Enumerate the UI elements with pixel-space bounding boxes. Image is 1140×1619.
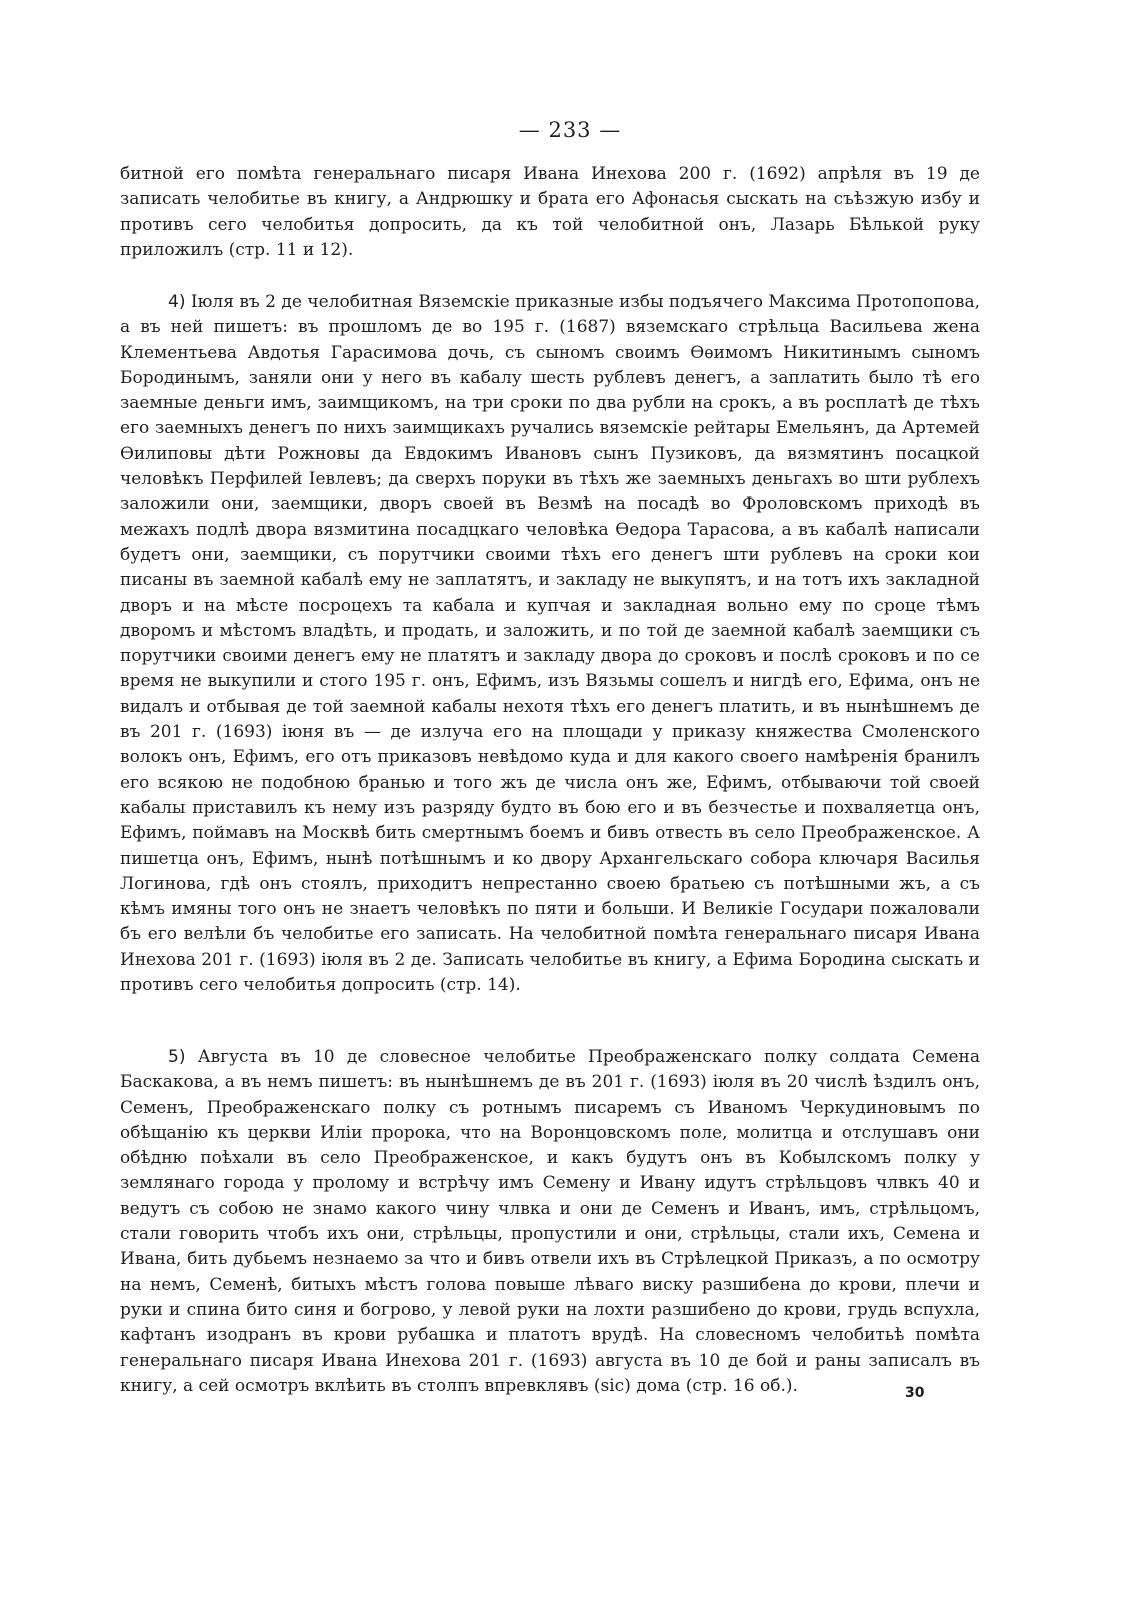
paragraph-continuation	[120, 162, 980, 263]
paragraph-text: Августа въ 10 де словесное челобитье Преображенскаго полку солдата Семена Баскакова, а въ немъ пишетъ: въ нынѣшнемъ де въ 201 г. (1693) іюля въ 20 числѣ ѣздилъ онъ, Семенъ, Преображенскаго полку съ ротнымъ писаремъ съ Иваномъ Черкудиновымъ по обѣщанію къ церкви Иліи пророка, что на Воронцовскомъ поле, молитца и отслушавъ они обѣдню поѣхали въ село Преображенское, и какъ будутъ онъ въ Кобылскомъ полку у землянаго города у пролому и встрѣчу имъ Семену и Ивану идутъ стрѣльцовъ члвкъ 40 и ведутъ съ собою не знамо какого чину члвка и они де Семенъ и Иванъ, имъ, стрѣльцомъ, стали говорить чтобъ ихъ они, стрѣльцы, пропустили и они, стрѣльцы, стали ихъ, Семена и Ивана, бить дубьемъ незнаемо за что и бивъ отвели ихъ въ Стрѣлецкой Приказъ, а по осмотру на немъ, Семенѣ, битыхъ мѣстъ голова повыше лѣваго виску разшибена до крови, плечи и руки и спина бито синя и богрово, у левой руки на лохти разшибено до крови, грудь вспухла, кафтанъ изодранъ въ крови рубашка и платотъ врудѣ. На словесномъ челобитьѣ помѣта генеральнаго писаря Ивана Инехова 201 г. (1693) августа въ 10 де бой и раны записалъ въ книгу, а сей осмотръ вклѣить въ столпъ впревклявъ (sic) дома (стр. 16 об.).	[120, 1047, 980, 1396]
entry-number: 4)	[168, 292, 186, 312]
paragraph-text: битной его помѣта генеральнаго писаря Ивана Инехова 200 г. (1692) апрѣля въ 19 де записать челобитье въ книгу, а Андрюшку и брата его Афонасья сыскать на съѣзжую избу и противъ сего челобитья допросить, да къ той челобитной онъ, Лазарь Бѣлькой руку приложилъ (стр. 11 и 12).	[120, 164, 980, 260]
paragraph-entry-4	[120, 290, 980, 998]
entry-number: 5)	[168, 1047, 186, 1067]
paragraph-entry-5	[120, 1045, 980, 1399]
paragraph-text: Іюля въ 2 де челобитная Вяземскіе приказные избы подъячего Максима Протопопова, а въ ней пишетъ: въ прошломъ де во 195 г. (1687) вяземскаго стрѣльца Васильева жена Клементьева Авдотья Гарасимова дочь, съ сыномъ своимъ Ѳѳимомъ Никитинымъ сыномъ Бородинымъ, заняли они у него въ кабалу шесть рублевъ денегъ, а заплатить было тѣ его заемные деньги имъ, заимщикомъ, на три сроки по два рубли на срокъ, а въ росплатѣ де тѣхъ его заемныхъ денегъ по нихъ заимщикахъ ручались вяземскіе рейтары Емельянъ, да Артемей Ѳилиповы дѣти Рожновы да Евдокимъ Ивановъ сынъ Пузиковъ, да вязмятинъ посацкой человѣкъ Перфилей Іевлевъ; да сверхъ поруки въ тѣхъ же заемныхъ деньгахъ во шти рублехъ заложили они, заемщики, дворъ своей въ Везмѣ на посадѣ во Фроловскомъ приходѣ въ межахъ подлѣ двора вязмитина посадцкаго человѣка Ѳедора Тарасова, а въ кабалѣ написали будетъ они, заемщики, съ порутчики своими тѣхъ его денегъ шти рублевъ на сроки кои писаны въ заемной кабалѣ ему не заплатятъ, и закладу не выкупятъ, и на тотъ ихъ закладной дворъ и на мѣсте посроцехъ та кабала и купчая и закладная вольно ему по сроце тѣмъ дворомъ и мѣстомъ владѣть, и продать, и заложить, и по той де заемной кабалѣ заемщики съ порутчики своими денегъ ему не платятъ и закладу двора до сроковъ и послѣ сроковъ и по се время не выкупили и стого 195 г. онъ, Ефимъ, изъ Вязьмы сошелъ и нигдѣ его, Ефима, онъ не видалъ и отбывая де той заемной кабалы нехотя тѣхъ его денегъ платить, и въ нынѣшнемъ де въ 201 г. (1693) іюня въ — де излуча его на площади у приказу княжества Смоленского волокъ онъ, Ефимъ, его отъ приказовъ невѣдомо куда и для какого своего намѣренія бранилъ его всякою не подобною бранью и того жъ де числа онъ же, Ефимъ, отбываючи той своей кабалы приставилъ къ нему изъ разряду будто въ бою его и въ безчестье и похваляетца онъ, Ефимъ, поймавъ на Москвѣ бить смертнымъ боемъ и бивъ отвесть въ село Преображенское. А пишетца онъ, Ефимъ, нынѣ потѣшнымъ и ко двору Архангельскаго собора ключаря Василья Логинова, гдѣ онъ стоялъ, приходитъ непрестанно своею братьею съ потѣшными жъ, а съ кѣмъ имяны того онъ не знаетъ человѣкъ по пяти и больши. И Великіе Государи пожаловали бъ его велѣли бъ челобитье его записать. На челобитной помѣта генеральнаго писаря Ивана Инехова 201 г. (1693) іюля въ 2 де. Записать челобитье въ книгу, а Ефима Бородина сыскать и противъ сего челобитья допросить (стр. 14).	[120, 292, 980, 996]
paragraph-body	[120, 290, 980, 998]
paragraph-body	[120, 1045, 980, 1399]
signature-mark: 30	[905, 1385, 925, 1401]
page-number: — 233 —	[518, 118, 622, 142]
